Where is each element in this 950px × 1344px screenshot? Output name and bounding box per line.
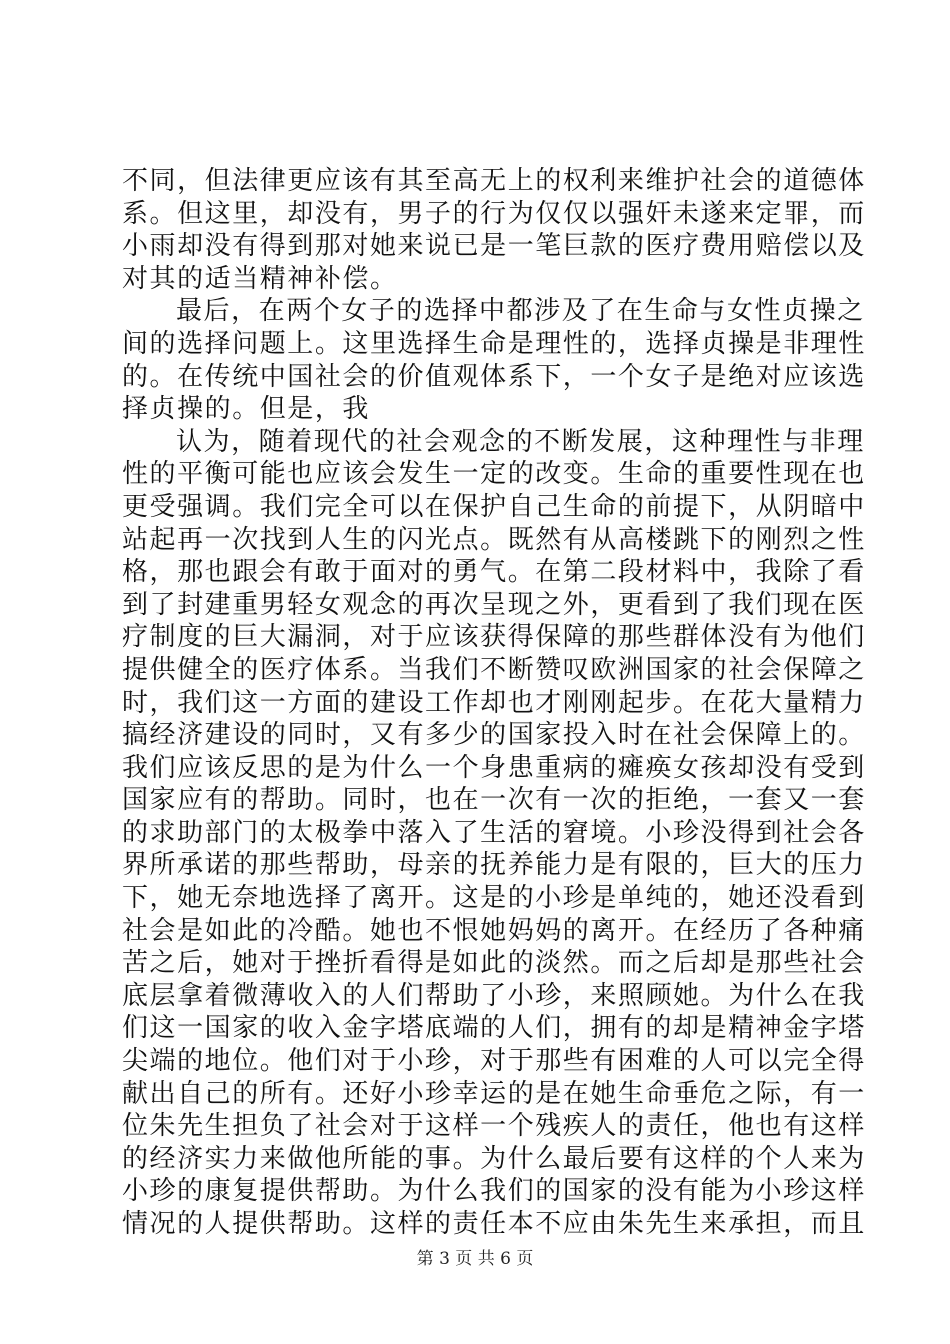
text-line: 尖端的地位。他们对于小珍，对于那些有困难的人可以完全得	[122, 1046, 866, 1077]
text-line: 疗制度的巨大漏洞，对于应该获得保障的那些群体没有为他们	[122, 622, 866, 653]
text-line: 间的选择问题上。这里选择生命是理性的，选择贞操是非理性	[122, 328, 866, 359]
text-line: 国家应有的帮助。同时，也在一次有一次的拒绝，一套又一套	[122, 785, 866, 816]
text-line: 小珍的康复提供帮助。为什么我们的国家的没有能为小珍这样	[122, 1176, 866, 1207]
text-line: 格，那也跟会有敢于面对的勇气。在第二段材料中，我除了看	[122, 557, 866, 588]
text-line: 的。在传统中国社会的价值观体系下，一个女子是绝对应该选	[122, 361, 866, 392]
text-line: 不同，但法律更应该有其至高无上的权利来维护社会的道德体	[122, 166, 866, 196]
text-line: 的求助部门的太极拳中落入了生活的窘境。小珍没得到社会各	[122, 817, 866, 848]
document-body	[122, 165, 866, 1241]
text-line: 系。但这里，却没有，男子的行为仅仅以强奸未遂来定罪，而	[122, 198, 866, 229]
text-line: 们这一国家的收入金字塔底端的人们，拥有的却是精神金字塔	[122, 1013, 866, 1044]
text-line: 小雨却没有得到那对她来说已是一笔巨款的医疗费用赔偿以及	[122, 231, 866, 262]
text-line: 提供健全的医疗体系。当我们不断赞叹欧洲国家的社会保障之	[122, 654, 866, 685]
text-line: 界所承诺的那些帮助，母亲的抚养能力是有限的，巨大的压力	[122, 850, 866, 881]
text-line: 到了封建重男轻女观念的再次呈现之外，更看到了我们现在医	[122, 589, 866, 620]
text-line: 更受强调。我们完全可以在保护自己生命的前提下，从阴暗中	[122, 491, 866, 522]
text-line: 时，我们这一方面的建设工作却也才刚刚起步。在花大量精力	[122, 687, 866, 718]
text-line: 下，她无奈地选择了离开。这是的小珍是单纯的，她还没看到	[122, 883, 866, 914]
text-line: 社会是如此的冷酷。她也不恨她妈妈的离开。在经历了各种痛	[122, 915, 866, 946]
text-line: 我们应该反思的是为什么一个身患重病的瘫痪女孩却没有受到	[122, 752, 866, 783]
text-line: 认为，随着现代的社会观念的不断发展，这种理性与非理	[176, 426, 865, 457]
page-number-footer: 第 3 页 共 6 页	[416, 1249, 534, 1269]
text-line: 底层拿着微薄收入的人们帮助了小珍，来照顾她。为什么在我	[122, 980, 866, 1011]
text-line: 最后，在两个女子的选择中都涉及了在生命与女性贞操之	[176, 296, 865, 327]
text-line: 献出自己的所有。还好小珍幸运的是在她生命垂危之际，有一	[122, 1078, 866, 1109]
text-line: 情况的人提供帮助。这样的责任本不应由朱先生来承担，而且	[122, 1209, 866, 1239]
text-line: 择贞操的。但是，我	[122, 394, 370, 425]
text-line: 的经济实力来做他所能的事。为什么最后要有这样的个人来为	[122, 1143, 866, 1174]
text-line: 搞经济建设的同时，又有多少的国家投入时在社会保障上的。	[122, 720, 866, 751]
text-line: 对其的适当精神补偿。	[122, 263, 398, 294]
text-line: 位朱先生担负了社会对于这样一个残疾人的责任，他也有这样	[122, 1111, 866, 1142]
text-line: 苦之后，她对于挫折看得是如此的淡然。而之后却是那些社会	[122, 948, 866, 979]
text-line: 站起再一次找到人生的闪光点。既然有从高楼跳下的刚烈之性	[122, 524, 866, 555]
text-line: 性的平衡可能也应该会发生一定的改变。生命的重要性现在也	[122, 459, 866, 490]
